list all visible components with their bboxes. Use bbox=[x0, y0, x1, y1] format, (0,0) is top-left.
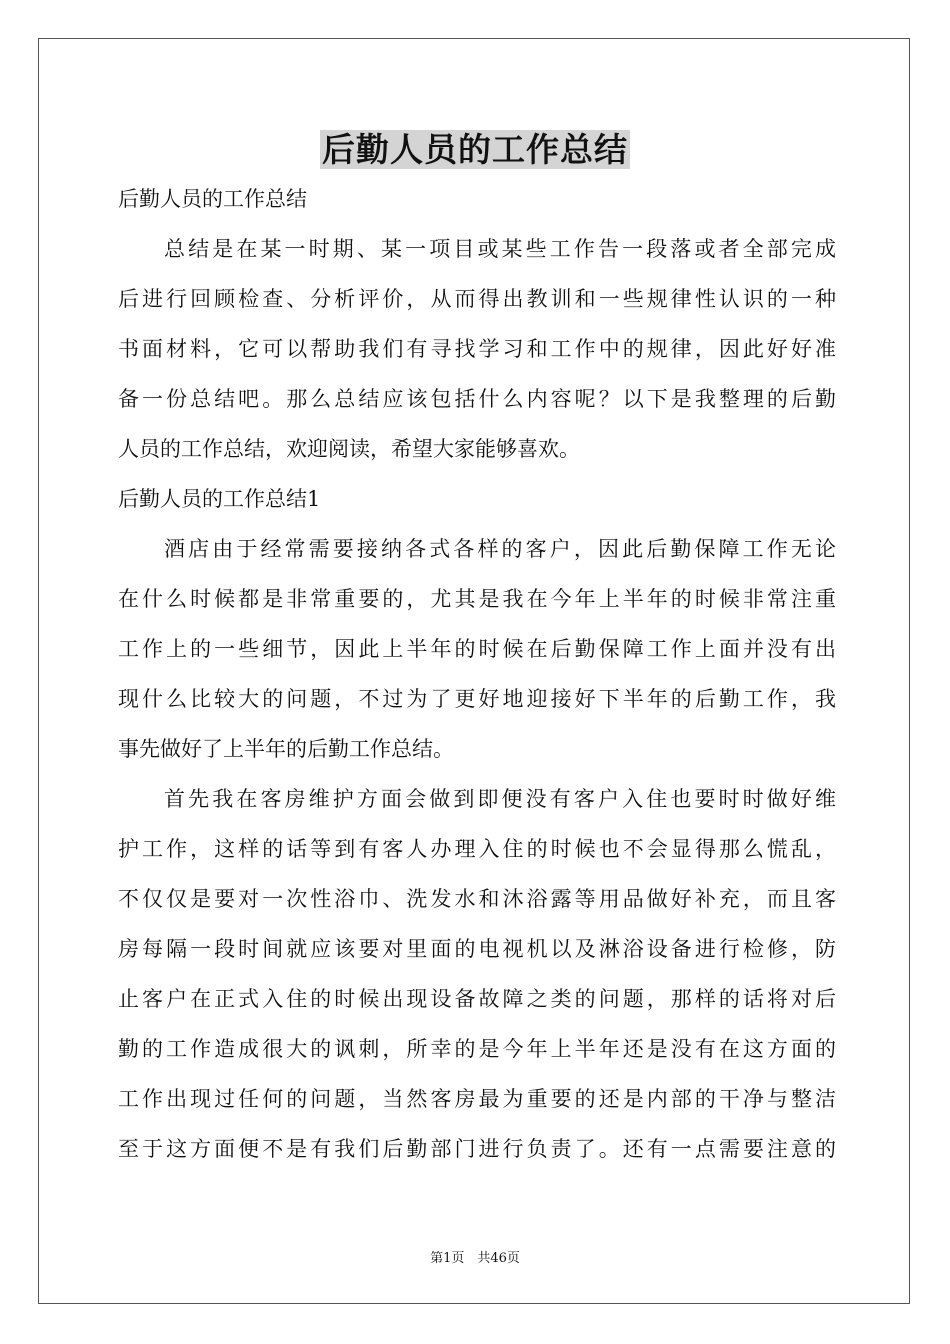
paragraph-line: 首先我在客房维护方面会做到即便没有客户入住也要时时做好维 bbox=[164, 787, 836, 811]
paragraph-line: 在什么时候都是非常重要的，尤其是我在今年上半年的时候非常注重 bbox=[118, 587, 836, 611]
paragraph-line: 酒店由于经常需要接纳各式各样的客户，因此后勤保障工作无论 bbox=[164, 537, 836, 561]
document-title-wrap bbox=[0, 124, 950, 171]
paragraph-line: 工作出现过任何的问题，当然客房最为重要的还是内部的干净与整洁 bbox=[118, 1087, 836, 1111]
paragraph-line: 现什么比较大的问题，不过为了更好地迎接好下半年的后勤工作，我 bbox=[118, 687, 836, 711]
paragraph-line: 勤的工作造成很大的讽刺，所幸的是今年上半年还是没有在这方面的 bbox=[118, 1037, 836, 1061]
paragraph-line: 事先做好了上半年的后勤工作总结。 bbox=[118, 737, 454, 761]
paragraph-line: 房每隔一段时间就应该要对里面的电视机以及淋浴设备进行检修，防 bbox=[118, 937, 836, 961]
page-number-footer: 第1页 共46页 bbox=[430, 1251, 520, 1266]
paragraph-line: 总结是在某一时期、某一项目或某些工作告一段落或者全部完成 bbox=[164, 237, 836, 261]
paragraph-line: 护工作，这样的话等到有客人办理入住的时候也不会显得那么慌乱， bbox=[118, 837, 836, 861]
paragraph-line: 人员的工作总结，欢迎阅读，希望大家能够喜欢。 bbox=[118, 437, 580, 461]
paragraph-line: 后进行回顾检查、分析评价，从而得出教训和一些规律性认识的一种 bbox=[118, 287, 836, 311]
paragraph-line: 至于这方面便不是有我们后勤部门进行负责了。还有一点需要注意的 bbox=[118, 1137, 836, 1161]
paragraph-line: 工作上的一些细节，因此上半年的时候在后勤保障工作上面并没有出 bbox=[118, 637, 836, 661]
paragraph-line: 不仅仅是要对一次性浴巾、洗发水和沐浴露等用品做好补充，而且客 bbox=[118, 887, 836, 911]
paragraph-line: 书面材料，它可以帮助我们有寻找学习和工作中的规律，因此好好准 bbox=[118, 337, 836, 361]
document-title: 后勤人员的工作总结 bbox=[322, 130, 628, 169]
document-body bbox=[118, 180, 836, 1180]
paragraph-line: 止客户在正式入住的时候出现设备故障之类的问题，那样的话将对后 bbox=[118, 987, 836, 1011]
subtitle-line: 后勤人员的工作总结 bbox=[118, 187, 307, 211]
paragraph-line: 备一份总结吧。那么总结应该包括什么内容呢？以下是我整理的后勤 bbox=[118, 387, 836, 411]
section-heading: 后勤人员的工作总结1 bbox=[118, 487, 321, 511]
